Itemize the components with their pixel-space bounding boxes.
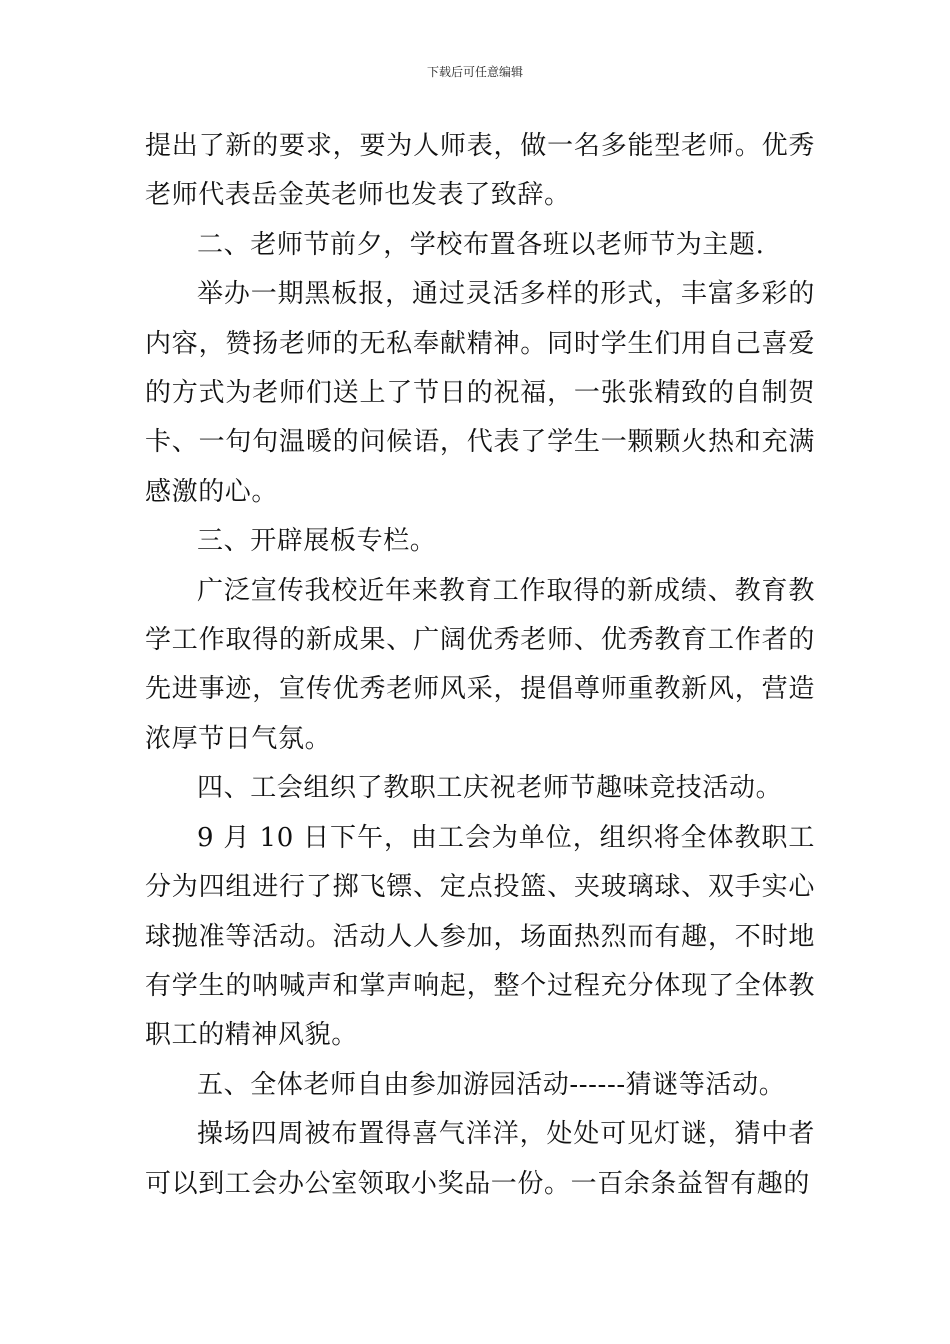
paragraph-riddles: 操场四周被布置得喜气洋洋，处处可见灯谜，猜中者可以到工会办公室领取小奖品一份。一百余条益智有趣的 (145, 1119, 815, 1199)
section-heading-2: 二、老师节前夕，学校布置各班以老师节为主题. (197, 229, 765, 260)
document-body (145, 122, 815, 1209)
section-heading-5: 五、全体老师自由参加游园活动------猜谜等活动。 (197, 1069, 786, 1100)
section-heading-3: 三、开辟展板专栏。 (197, 526, 437, 557)
section-heading-4: 四、工会组织了教职工庆祝老师节趣味竞技活动。 (197, 773, 783, 804)
paragraph-competition: 9 月 10 日下午，由工会为单位，组织将全体教职工分为四组进行了掷飞镖、定点投篮、夹玻璃球、双手实心球抛准等活动。活动人人参加，场面热烈而有趣，不时地有学生的呐喊声和掌声响起，整个过程充分体现了全体教职工的精神风貌。 (145, 822, 815, 1051)
page-header: 下载后可任意编辑 (426, 65, 523, 79)
paragraph-blackboard: 举办一期黑板报，通过灵活多样的形式，丰富多彩的内容，赞扬老师的无私奉献精神。同时学生们用自己喜爱的方式为老师们送上了节日的祝福，一张张精致的自制贺卡、一句句温暖的问候语，代表了学生一颗颗火热和充满感激的心。 (145, 279, 815, 507)
paragraph-continuation: 提出了新的要求，要为人师表，做一名多能型老师。优秀老师代表岳金英老师也发表了致辞。 (145, 131, 815, 211)
paragraph-exhibition: 广泛宣传我校近年来教育工作取得的新成绩、教育教学工作取得的新成果、广阔优秀老师、优秀教育工作者的先进事迹，宣传优秀老师风采，提倡尊师重教新风，营造浓厚节日气氛。 (145, 575, 815, 754)
